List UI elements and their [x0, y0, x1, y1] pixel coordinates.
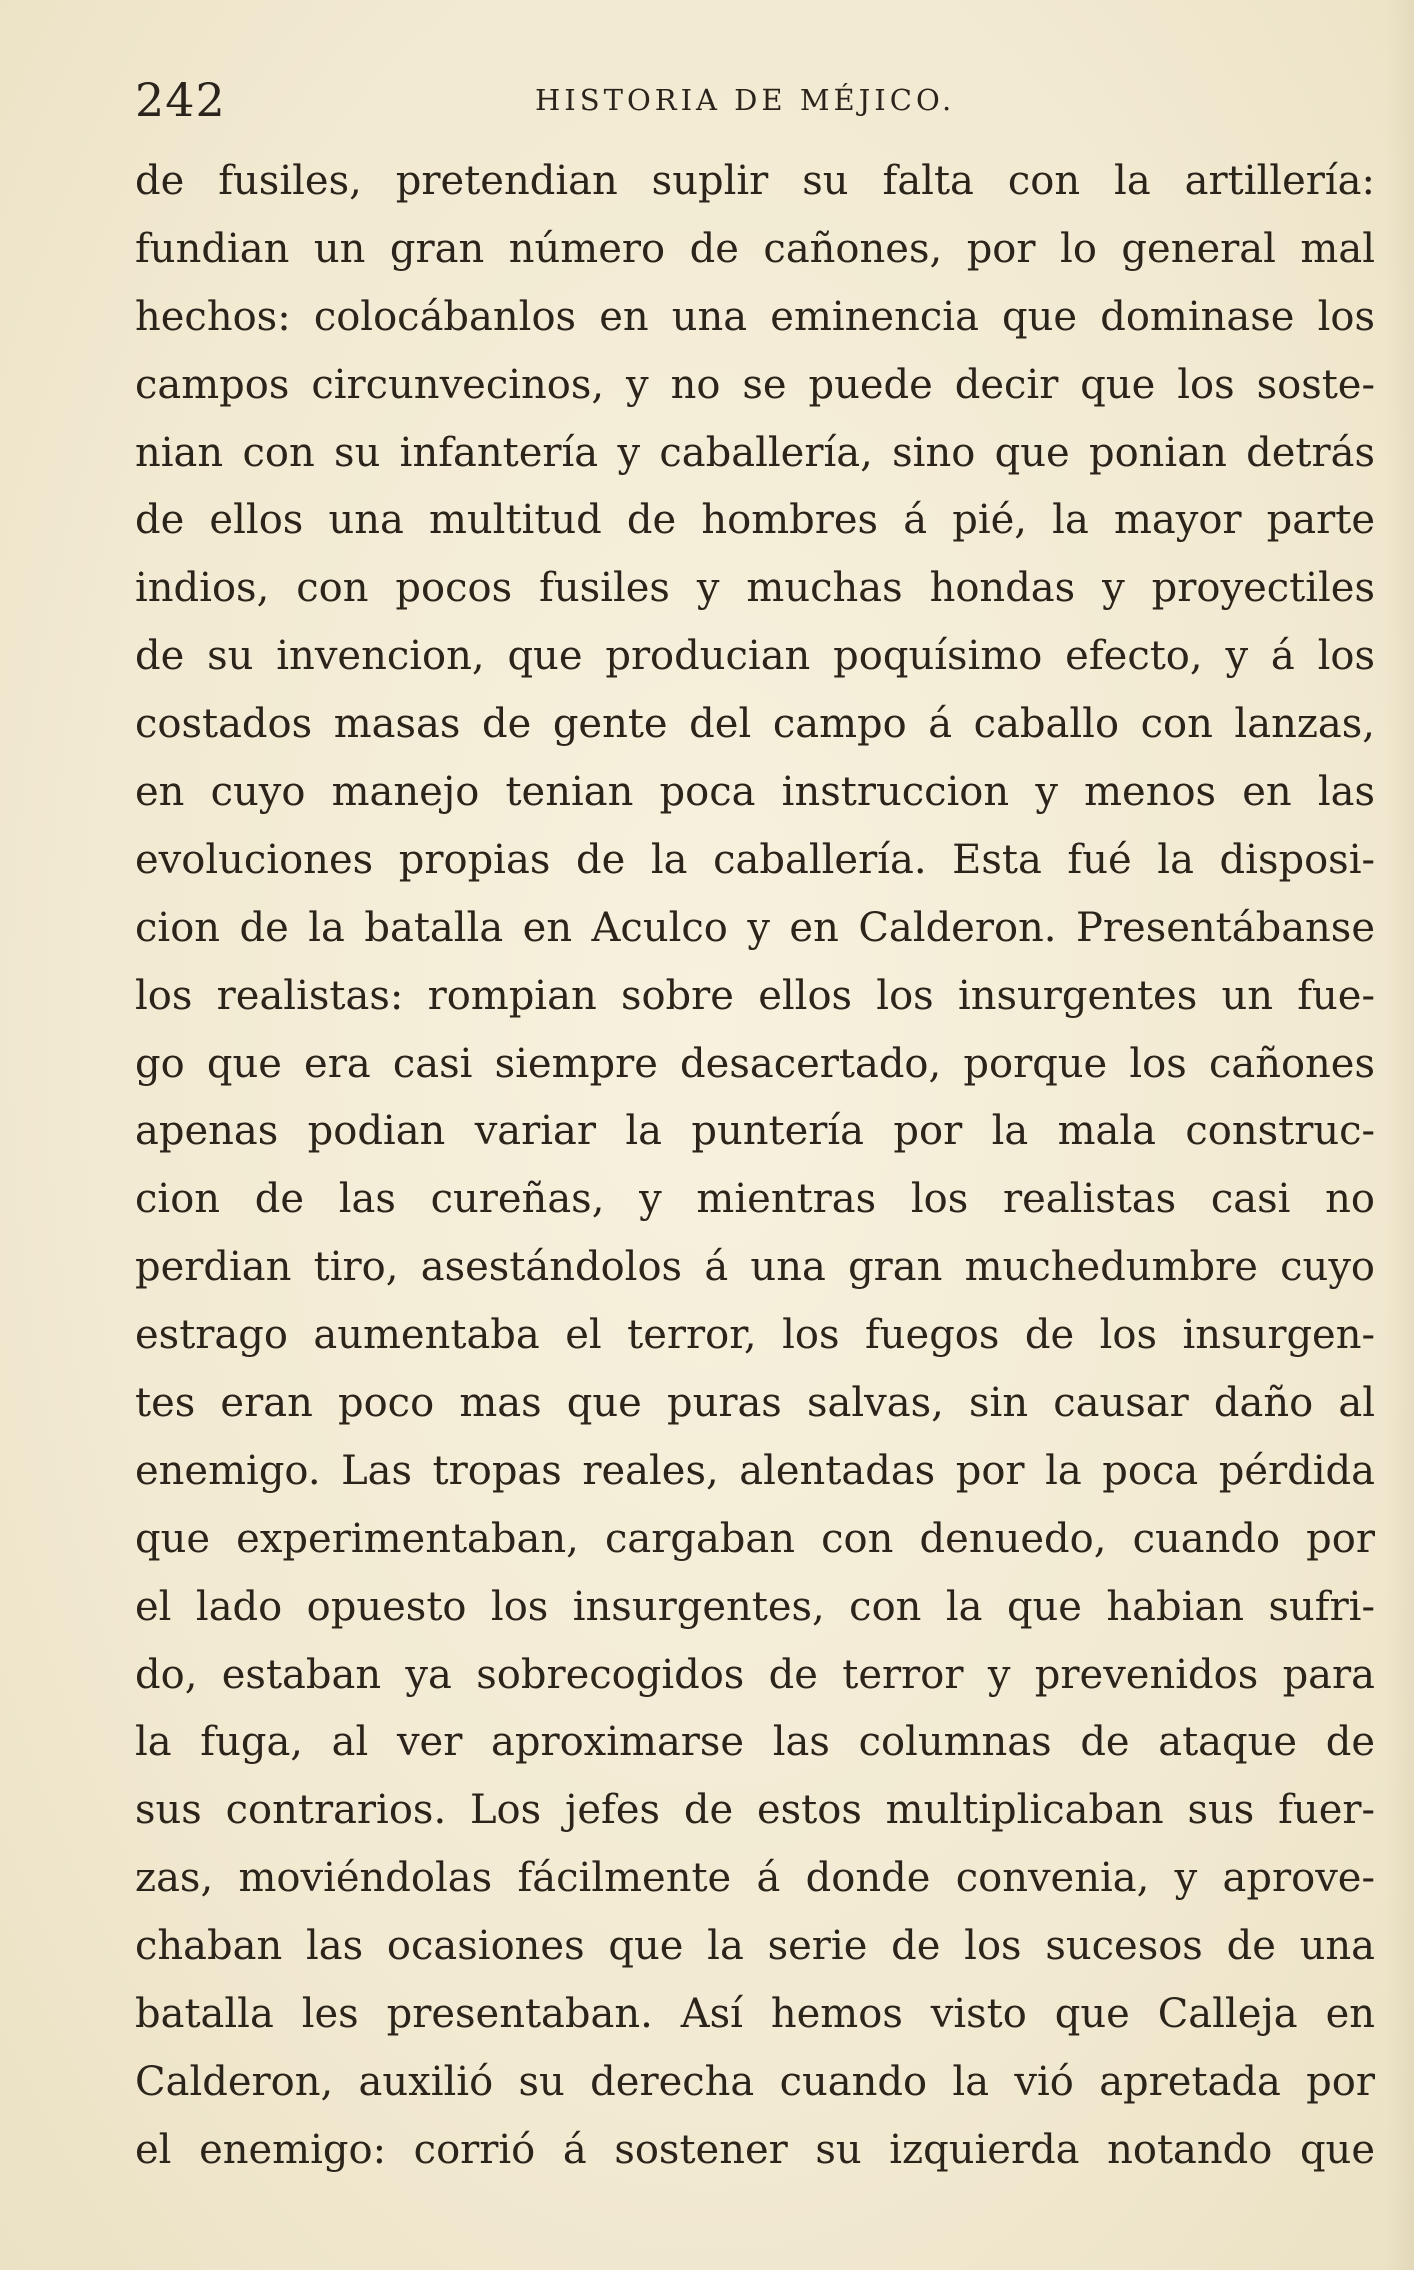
text-line: chaban las ocasiones que la serie de los sucesos de una [135, 1923, 1375, 1970]
text-line: perdian tiro, asestándolos á una gran muchedumbre cuyo [135, 1244, 1375, 1291]
text-line: sus contrarios. Los jefes de estos multiplicaban sus fuer- [135, 1787, 1375, 1834]
text-line: estrago aumentaba el terror, los fuegos de los insurgen- [135, 1312, 1375, 1359]
text-line: apenas podian variar la puntería por la mala construc- [135, 1108, 1375, 1155]
text-line: enemigo. Las tropas reales, alentadas por la poca pérdida [135, 1447, 1375, 1494]
text-line: zas, moviéndolas fácilmente á donde convenia, y aprove- [135, 1855, 1375, 1902]
text-line: costados masas de gente del campo á caballo con lanzas, [135, 701, 1375, 748]
text-line: los realistas: rompian sobre ellos los insurgentes un fue- [135, 972, 1375, 1019]
running-head: HISTORIA DE MÉJICO. [535, 83, 956, 117]
body-text [135, 148, 1375, 2185]
text-line: Calderon, auxilió su derecha cuando la vió apretada por [135, 2058, 1375, 2105]
text-line: el enemigo: corrió á sostener su izquierda notando que [135, 2126, 1375, 2173]
page-number: 242 [135, 73, 226, 127]
page-header [135, 70, 1379, 130]
text-line: de ellos una multitud de hombres á pié, la mayor parte [135, 497, 1375, 544]
text-line: la fuga, al ver aproximarse las columnas de ataque de [135, 1719, 1375, 1766]
text-line: nian con su infantería y caballería, sino que ponian detrás [135, 429, 1375, 476]
text-line: en cuyo manejo tenian poca instruccion y menos en las [135, 769, 1375, 816]
text-line: de su invencion, que producian poquísimo efecto, y á los [135, 633, 1375, 680]
text-line: fundian un gran número de cañones, por lo general mal [135, 225, 1375, 272]
text-line: de fusiles, pretendian suplir su falta con la artillería: [135, 158, 1375, 204]
text-line: batalla les presentaban. Así hemos visto que Calleja en [135, 1991, 1375, 2038]
text-line: cion de las cureñas, y mientras los realistas casi no [135, 1176, 1375, 1223]
text-line: evoluciones propias de la caballería. Esta fué la disposi- [135, 836, 1375, 883]
text-line: campos circunvecinos, y no se puede decir que los soste- [135, 361, 1375, 408]
text-line: do, estaban ya sobrecogidos de terror y prevenidos para [135, 1651, 1375, 1698]
text-line: el lado opuesto los insurgentes, con la que habian sufri- [135, 1583, 1375, 1630]
text-line: cion de la batalla en Aculco y en Calderon. Presentábanse [135, 904, 1375, 951]
text-line: que experimentaban, cargaban con denuedo, cuando por [135, 1515, 1375, 1562]
text-line: go que era casi siempre desacertado, porque los cañones [135, 1040, 1375, 1087]
text-line: tes eran poco mas que puras salvas, sin causar daño al [135, 1380, 1375, 1427]
text-line: hechos: colocábanlos en una eminencia que dominase los [135, 293, 1375, 340]
text-line: indios, con pocos fusiles y muchas hondas y proyectiles [135, 565, 1375, 612]
